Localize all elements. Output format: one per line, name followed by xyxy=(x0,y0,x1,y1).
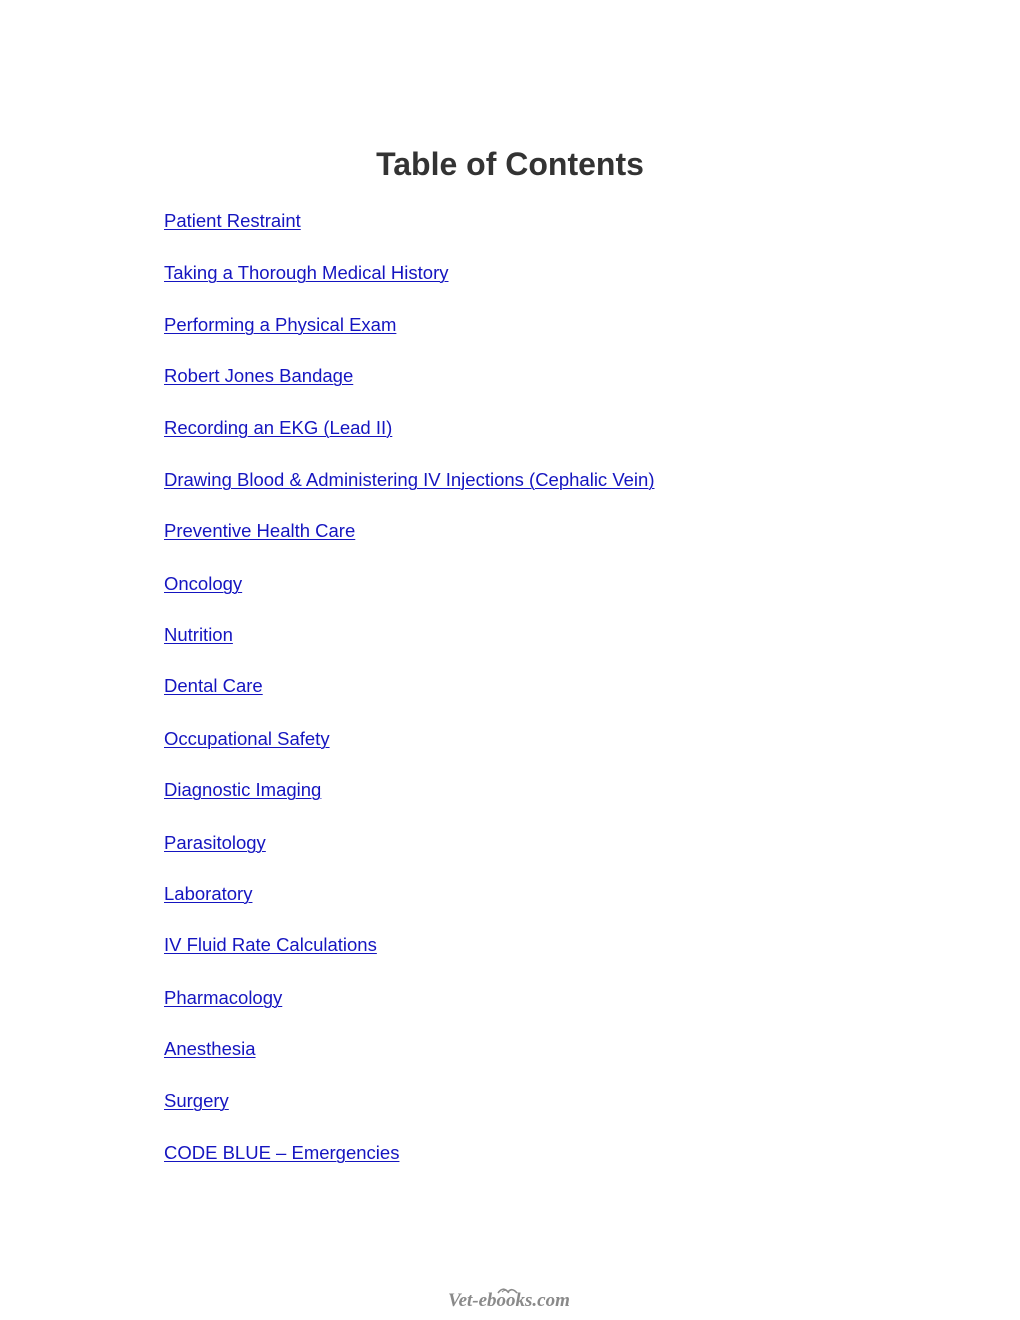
book-icon xyxy=(446,1284,576,1312)
toc-link-dental-care[interactable]: Dental Care xyxy=(164,675,263,696)
toc-link-iv-fluid-rate[interactable]: IV Fluid Rate Calculations xyxy=(164,934,377,955)
page-title: Table of Contents xyxy=(376,146,644,182)
toc-link-medical-history[interactable]: Taking a Thorough Medical History xyxy=(164,262,449,283)
toc-link-parasitology[interactable]: Parasitology xyxy=(164,832,266,853)
toc-link-robert-jones-bandage[interactable]: Robert Jones Bandage xyxy=(164,365,354,386)
toc-link-anesthesia[interactable]: Anesthesia xyxy=(164,1038,256,1059)
toc-link-pharmacology[interactable]: Pharmacology xyxy=(164,987,283,1008)
toc-link-drawing-blood[interactable]: Drawing Blood & Administering IV Injections (Cephalic Vein) xyxy=(164,469,655,490)
watermark-text: Vet-ebooks.com xyxy=(448,1290,570,1311)
toc-link-nutrition[interactable]: Nutrition xyxy=(164,624,233,645)
toc-link-diagnostic-imaging[interactable]: Diagnostic Imaging xyxy=(164,779,322,800)
watermark-logo xyxy=(446,1284,576,1312)
toc-link-patient-restraint[interactable]: Patient Restraint xyxy=(164,210,301,231)
toc-link-occupational-safety[interactable]: Occupational Safety xyxy=(164,728,330,749)
toc-link-preventive-health-care[interactable]: Preventive Health Care xyxy=(164,520,356,541)
toc-link-laboratory[interactable]: Laboratory xyxy=(164,883,253,904)
toc-link-physical-exam[interactable]: Performing a Physical Exam xyxy=(164,314,397,335)
toc-link-recording-ekg[interactable]: Recording an EKG (Lead II) xyxy=(164,417,393,438)
toc-link-oncology[interactable]: Oncology xyxy=(164,573,243,594)
toc-link-code-blue[interactable]: CODE BLUE – Emergencies xyxy=(164,1142,400,1163)
toc-link-surgery[interactable]: Surgery xyxy=(164,1090,229,1111)
